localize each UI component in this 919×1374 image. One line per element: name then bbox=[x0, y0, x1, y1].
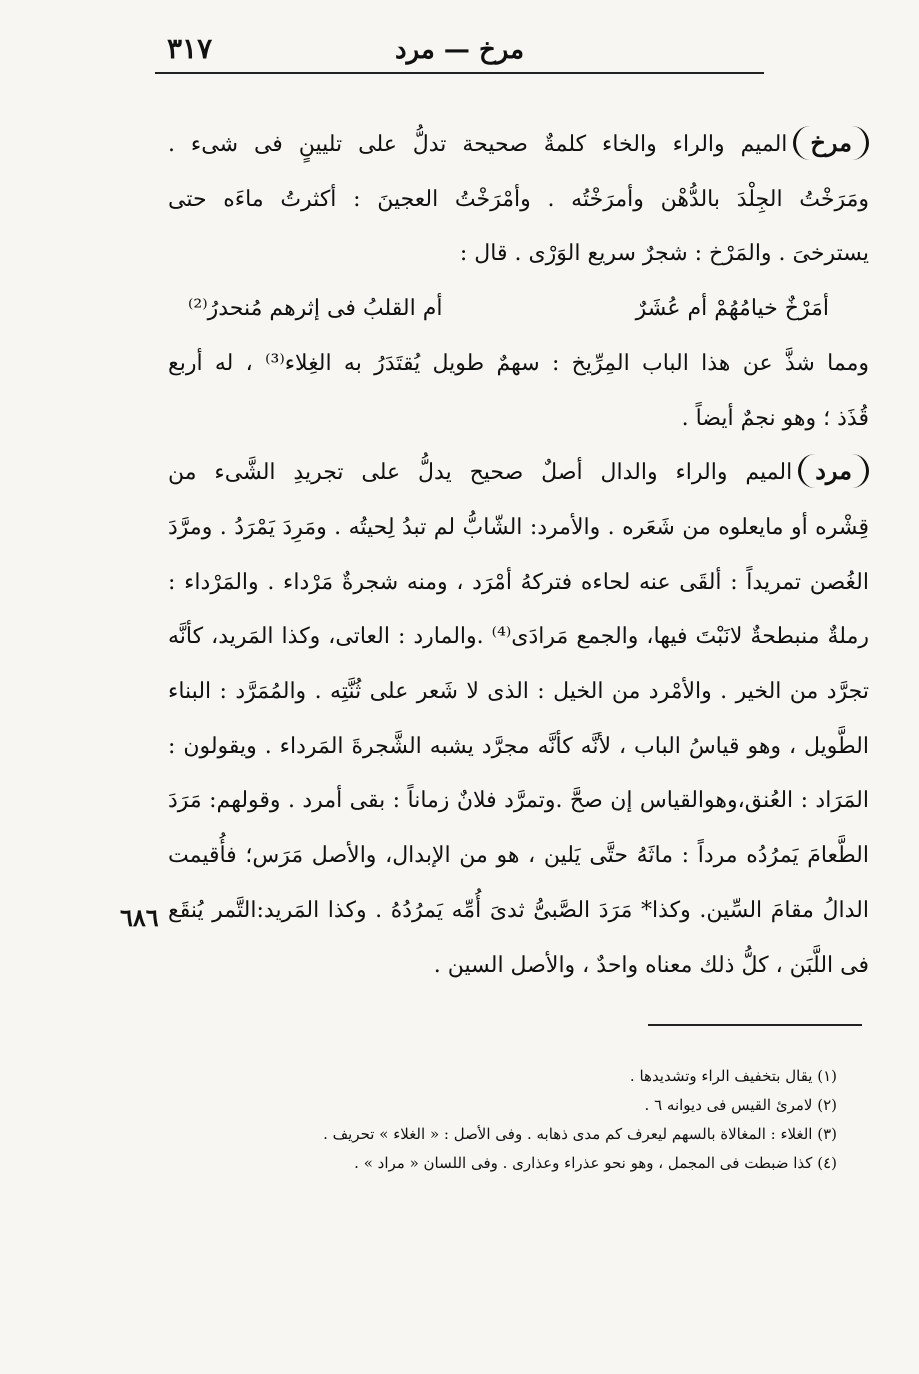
entry-text: الميم والراء والخاء كلمةٌ صحيحة تدلُّ على تليينٍ فى شىء . bbox=[168, 132, 788, 157]
entry-line: قُذَذ ؛ وهو نجمٌ أيضاً . bbox=[681, 405, 869, 431]
running-header bbox=[155, 28, 764, 74]
entry-line: الغُصن تمريداً : ألقَى عنه لحاءه فتركهُ أمْرَد ، ومنه شجرةٌ مَرْداء . والمَرْداء : bbox=[168, 569, 869, 595]
entry-line: المَرَاد : العُنق،وهوالقياس إن صحَّ .وتمرَّد فلانٌ زماناً : بقى أمرد . وقولهم: مَرَدَ bbox=[168, 788, 869, 814]
entry-line: الدالُ مقامَ السِّين. وكذا* مَرَدَ الصَّبىُّ ثدىَ أُمِّه يَمرُدُهُ . وكذا المَريد:التَّمر يُنقَع bbox=[168, 897, 869, 923]
footnote-divider bbox=[648, 1024, 862, 1026]
entry-line: تجرَّد من الخير . والأمْرد من الخيل : الذى لا شَعر على ثُنَّتِه . والمُمَرَّد : البناء bbox=[168, 679, 869, 705]
entry-line: ومَرَخْتُ الجِلْدَ بالدُّهْن وأمرَخْتُه . وأمْرَخْتُ العجينَ : أكثرتُ ماءَه حتى bbox=[168, 186, 869, 212]
entry-line: رملةٌ منبطحةٌ لانَبْتَ فيها، والجمع مَرادَى⁽⁴⁾ .والمارد : العاتى، وكذا المَريد، كأنَّه bbox=[168, 624, 869, 650]
footnote: (٢) لامرئ القيس فى ديوانه ٦ . bbox=[644, 1096, 837, 1114]
main-text bbox=[168, 118, 869, 993]
entry-line: يسترخىَ . والمَرْخ : شجرٌ سريع الوَرْى . قال : bbox=[459, 241, 869, 267]
verse-hemistich: أم القلبُ فى إثرهم مُنحدرُ⁽²⁾ bbox=[188, 296, 443, 322]
headword: مرد bbox=[798, 454, 869, 488]
page-number: ٣١٧ bbox=[167, 32, 213, 65]
entry-line: الطَّعامَ يَمرُدُه مرداً : ماثَهُ حتَّى يَلين ، هو من الإبدال، والأصل مَرَس؛ فأُقيمت bbox=[168, 843, 869, 869]
entry-line bbox=[168, 118, 869, 173]
margin-number: ٦٨٦ bbox=[120, 903, 159, 932]
entry-line: فى اللَّبَن ، كلُّ ذلك معناه واحدٌ ، والأصل السين . bbox=[433, 952, 869, 978]
entry-line bbox=[168, 446, 869, 501]
footnote: (١) يقال بتخفيف الراء وتشديدها . bbox=[629, 1067, 837, 1085]
footnote: (٤) كذا ضبطت فى المجمل ، وهو نحو عذراء وعذارى . وفى اللسان « مراد » . bbox=[354, 1154, 837, 1172]
headword: مرخ bbox=[793, 126, 869, 160]
entry-line: الطَّويل ، وهو قياسُ الباب ، لأنَّه كأنَّه مجرَّد يشبه الشَّجرةَ المَرداء . ويقولون : bbox=[168, 733, 869, 759]
footnotes bbox=[160, 1062, 837, 1178]
entry-text: الميم والراء والدال أصلٌ صحيح يدلُّ على تجريدِ الشَّىء من bbox=[168, 460, 793, 486]
footnote: (٣) الغلاء : المغالاة بالسهم ليعرف كم مدى ذهابه . وفى الأصل : « الغلاء » تحريف . bbox=[323, 1125, 837, 1143]
verse bbox=[168, 282, 869, 337]
entry-line: ومما شذَّ عن هذا الباب المِرِّيخ : سهمٌ طويل يُقتَدَرُ به الغِلاء⁽³⁾ ، له أربع bbox=[168, 350, 869, 376]
verse-hemistich: أمَرْخٌ خيامُهُمْ أم عُشَرٌ bbox=[635, 296, 829, 322]
entry-line: قِشْره أو مايعلوه من شَعَره . والأمرد: الشّابُّ لم تبدُ لِحيتُه . ومَرِدَ يَمْرَدُ . ومرَّدَ bbox=[168, 514, 869, 540]
header-title: مرخ — مرد bbox=[395, 35, 525, 65]
